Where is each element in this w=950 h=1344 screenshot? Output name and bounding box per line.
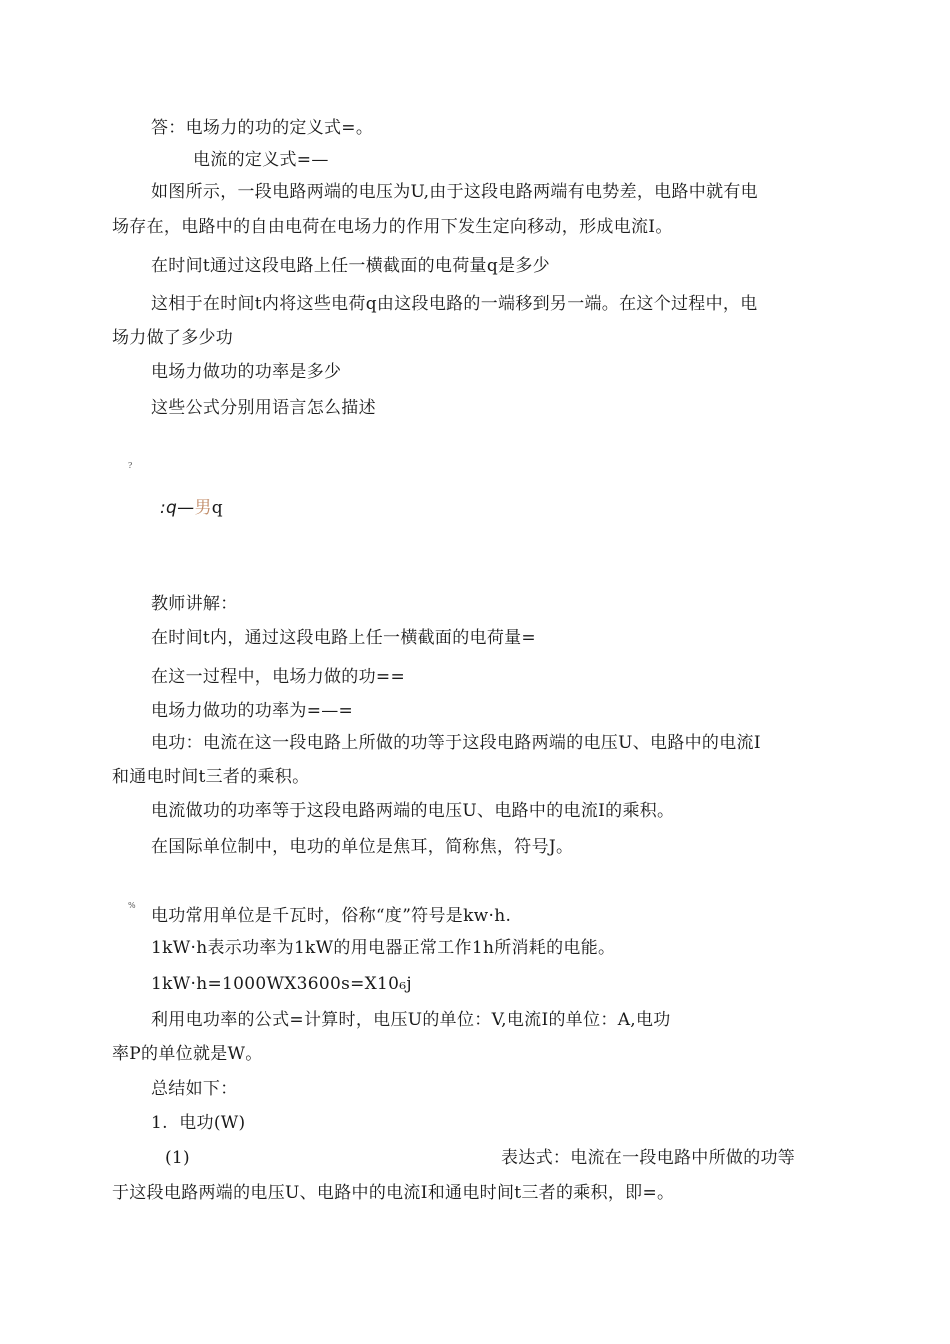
formula-prefix: :: [160, 498, 167, 518]
formula-garble: 男: [194, 498, 212, 518]
paragraph-line: 在时间t内，通过这段电路上任一横截面的电荷量=: [151, 628, 536, 648]
kwh-conversion: 1kW·h=1000WX3600s=X10₆j: [151, 974, 412, 994]
paragraph-line: 和通电时间t三者的乘积。: [112, 767, 310, 787]
paragraph-line: 在国际单位制中，电功的单位是焦耳，简称焦，符号J。: [151, 837, 574, 857]
expression-line: 表达式：电流在一段电路中所做的功等: [501, 1148, 796, 1168]
paragraph-line: 电流做功的功率等于这段电路两端的电压U、电路中的电流I的乘积。: [151, 801, 675, 821]
paragraph-line: 这相于在时间t内将这些电荷q由这段电路的一端移到另一端。在这个过程中，电: [151, 294, 758, 314]
formula-fragment: [160, 498, 223, 518]
paragraph-line: 利用电功率的公式=计算时，电压U的单位：V,电流I的单位：A,电功: [151, 1010, 671, 1030]
paragraph-line: 在这一过程中，电场力做的功==: [151, 667, 405, 687]
paragraph-line: 于这段电路两端的电压U、电路中的电流I和通电时间t三者的乘积，即=。: [112, 1183, 675, 1203]
answer-work-definition: 答：电场力的功的定义式=。: [151, 118, 374, 138]
subsection-number: (1): [165, 1148, 190, 1168]
formula-tail: q: [211, 498, 223, 518]
paragraph-line: 电场力做功的功率为=—=: [151, 701, 354, 721]
question-describe: 这些公式分别用语言怎么描述: [151, 398, 376, 418]
section-electric-work: 1. 电功(W): [151, 1113, 246, 1133]
paragraph-line: 如图所示，一段电路两端的电压为U,由于这段电路两端有电势差，电路中就有电: [151, 182, 758, 202]
formula-dash: —: [177, 498, 195, 518]
question-power: 电场力做功的功率是多少: [151, 362, 342, 382]
teacher-explanation-heading: 教师讲解：: [151, 594, 238, 614]
paragraph-line: 场存在，电路中的自由电荷在电场力的作用下发生定向移动，形成电流I。: [112, 217, 673, 237]
stray-mark: ?: [128, 461, 133, 470]
paragraph-line: 场力做了多少功: [112, 328, 234, 348]
electric-work-definition: 电功：电流在这一段电路上所做的功等于这段电路两端的电压U、电路中的电流I: [151, 733, 761, 753]
paragraph-line: 率P的单位就是W。: [112, 1044, 263, 1064]
formula-var: q: [166, 498, 178, 518]
paragraph-line: 1kW·h表示功率为1kW的用电器正常工作1h所消耗的电能。: [151, 938, 616, 958]
current-definition: 电流的定义式=—: [193, 150, 329, 170]
paragraph-line: 电功常用单位是千瓦时，俗称“度”符号是kw·h.: [151, 906, 512, 926]
question-charge: 在时间t通过这段电路上任一横截面的电荷量q是多少: [151, 256, 550, 276]
summary-heading: 总结如下：: [151, 1079, 238, 1099]
stray-mark: %: [128, 901, 136, 910]
